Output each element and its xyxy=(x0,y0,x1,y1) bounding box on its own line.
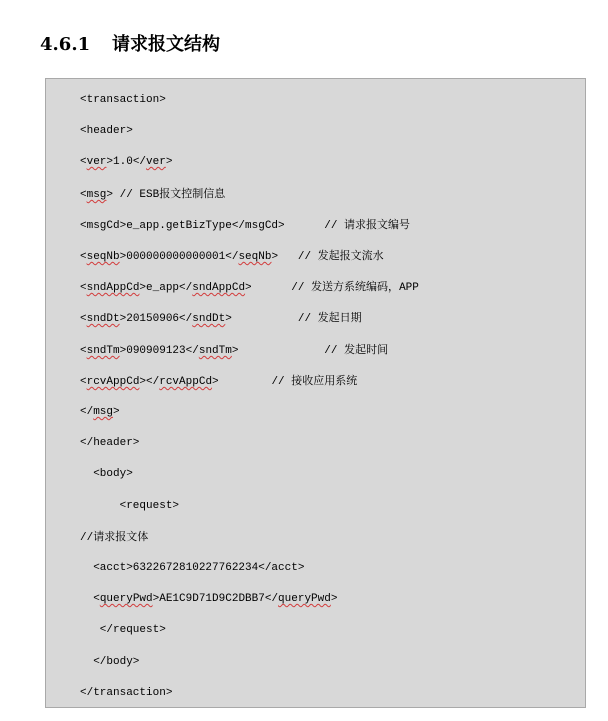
code-text: >AE1C9D71D9C2DBB7</ xyxy=(152,593,279,605)
code-line xyxy=(80,623,166,637)
code-text: > xyxy=(113,406,120,418)
code-line xyxy=(80,187,225,202)
code-text: > xyxy=(165,156,173,168)
code-text: 请求报文编号 xyxy=(344,218,411,231)
code-text: > // xyxy=(212,376,292,388)
code-text: </ xyxy=(80,406,94,418)
code-text: < xyxy=(80,345,87,357)
code-text: ></ xyxy=(139,376,160,388)
code-text: >090909123</ xyxy=(119,345,199,357)
code-text: >1.0</ xyxy=(106,156,147,168)
spellcheck-word: seqNb xyxy=(86,251,120,263)
code-text: < xyxy=(80,376,87,388)
code-text: </header> xyxy=(80,437,140,449)
code-text: <header> xyxy=(80,125,133,137)
code-line xyxy=(80,561,304,575)
code-text: >20150906</ xyxy=(119,313,193,325)
code-text: < xyxy=(80,189,87,201)
code-text: 请求报文体 xyxy=(93,530,149,543)
code-text: <msgCd>e_app.getBizType</msgCd> // xyxy=(80,220,345,232)
code-text: > // xyxy=(225,313,318,325)
code-text: <transaction> xyxy=(80,94,166,106)
spellcheck-word: sndAppCd xyxy=(192,282,246,294)
spellcheck-word: sndTm xyxy=(86,345,120,357)
code-line xyxy=(80,499,179,513)
code-text: 发起报文流水 xyxy=(317,249,384,262)
spellcheck-word: rcvAppCd xyxy=(86,376,140,388)
code-line xyxy=(80,655,139,669)
spellcheck-word: sndDt xyxy=(86,313,120,325)
code-line xyxy=(80,124,133,138)
code-text: < xyxy=(80,251,87,263)
code-line xyxy=(80,93,166,107)
code-text: >e_app</ xyxy=(139,282,193,294)
spellcheck-word: sndTm xyxy=(198,345,232,357)
code-text: 接收应用系统 xyxy=(291,374,358,387)
section-number: 4.6.1 xyxy=(40,34,91,55)
code-line xyxy=(80,530,148,545)
code-line xyxy=(80,155,172,169)
spellcheck-word: msg xyxy=(86,189,107,201)
code-text: 报文控制信息 xyxy=(159,187,226,200)
code-line xyxy=(80,405,120,419)
code-line xyxy=(80,592,337,606)
code-text: < xyxy=(80,156,87,168)
code-block xyxy=(45,78,586,708)
section-title: 请求报文结构 xyxy=(112,34,220,55)
spellcheck-word: ver xyxy=(146,156,166,168)
code-line xyxy=(80,218,410,233)
section-heading xyxy=(40,30,220,56)
code-text: < xyxy=(80,313,87,325)
code-text: </transaction> xyxy=(80,687,173,699)
code-text: > // xyxy=(271,251,318,263)
code-text: > xyxy=(330,593,338,605)
code-text: <acct>6322672810227762234</acct> xyxy=(80,562,305,574)
code-text: 发送方系统编码， xyxy=(311,280,400,293)
code-text: > // ESB xyxy=(106,189,160,201)
spellcheck-word: sndDt xyxy=(192,313,226,325)
code-line xyxy=(80,436,139,450)
code-line xyxy=(80,374,357,389)
code-text: <request> xyxy=(80,500,180,512)
code-line xyxy=(80,311,362,326)
code-line xyxy=(80,686,172,700)
code-text: 发起日期 xyxy=(317,311,362,324)
code-line xyxy=(80,343,388,358)
code-text: </request> xyxy=(80,624,166,636)
code-line xyxy=(80,280,419,295)
code-text: < xyxy=(80,282,87,294)
spellcheck-word: sndAppCd xyxy=(86,282,140,294)
code-line xyxy=(80,249,384,264)
spellcheck-word: queryPwd xyxy=(99,593,153,605)
code-text: <body> xyxy=(80,468,133,480)
spellcheck-word: ver xyxy=(86,156,107,168)
spellcheck-word: rcvAppCd xyxy=(159,376,213,388)
code-line xyxy=(80,467,133,481)
code-text: 发起时间 xyxy=(344,343,389,356)
spellcheck-word: queryPwd xyxy=(278,593,331,605)
code-text: APP xyxy=(399,282,419,294)
code-text: > // xyxy=(245,282,312,294)
code-text: // xyxy=(80,532,94,544)
code-text: > // xyxy=(231,345,345,357)
spellcheck-word: msg xyxy=(93,406,114,418)
code-text: < xyxy=(80,593,100,605)
code-text: >000000000000001</ xyxy=(119,251,239,263)
code-text: </body> xyxy=(80,656,140,668)
spellcheck-word: seqNb xyxy=(238,251,272,263)
